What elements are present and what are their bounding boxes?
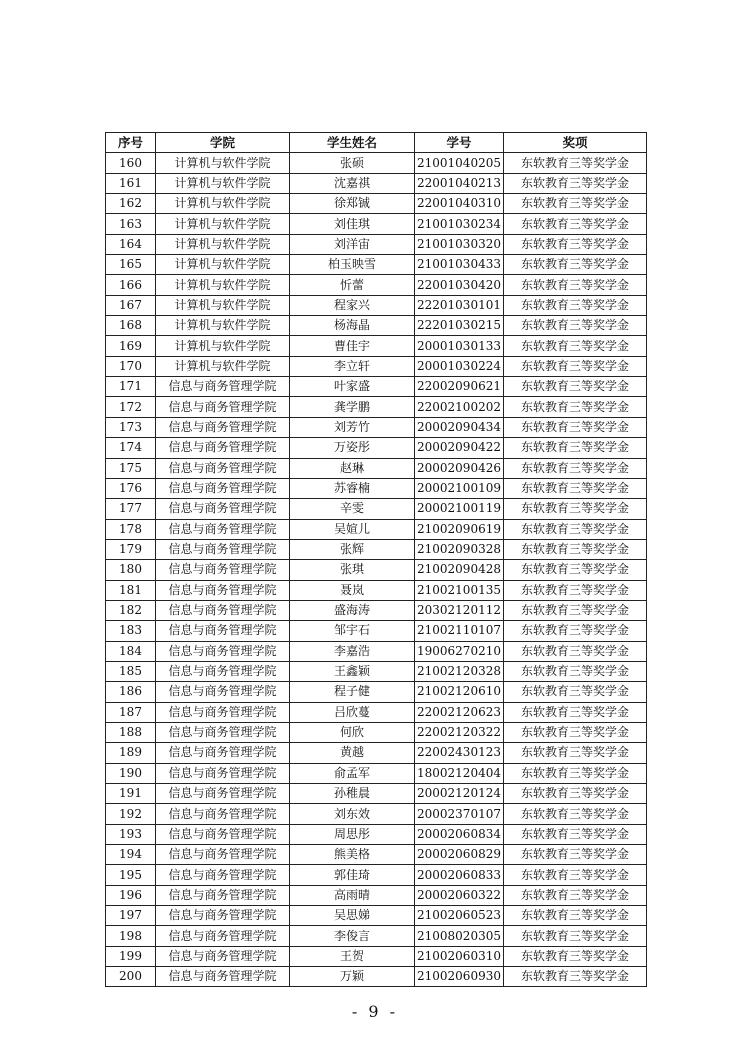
cell-student-id: 22002120623 xyxy=(415,702,504,722)
cell-student-id: 21002090428 xyxy=(415,560,504,580)
cell-serial-number: 162 xyxy=(106,194,156,214)
table-row xyxy=(106,804,647,824)
cell-serial-number: 167 xyxy=(106,295,156,315)
cell-serial-number: 175 xyxy=(106,458,156,478)
cell-serial-number: 192 xyxy=(106,804,156,824)
cell-student-name: 张硕 xyxy=(290,153,415,173)
cell-student-name: 徐郑铖 xyxy=(290,194,415,214)
table-row xyxy=(106,499,647,519)
cell-award: 东软教育三等奖学金 xyxy=(504,784,647,804)
cell-student-id: 21001040205 xyxy=(415,153,504,173)
cell-serial-number: 165 xyxy=(106,255,156,275)
cell-award: 东软教育三等奖学金 xyxy=(504,478,647,498)
table-row xyxy=(106,234,647,254)
cell-student-name: 忻蕾 xyxy=(290,275,415,295)
cell-college: 信息与商务管理学院 xyxy=(156,865,290,885)
cell-student-id: 22001040213 xyxy=(415,173,504,193)
cell-student-id: 21002090328 xyxy=(415,539,504,559)
page-number: - 9 - xyxy=(351,1002,399,1021)
cell-student-name: 刘芳竹 xyxy=(290,417,415,437)
cell-serial-number: 170 xyxy=(106,356,156,376)
table-row xyxy=(106,478,647,498)
table-row xyxy=(106,377,647,397)
cell-award: 东软教育三等奖学金 xyxy=(504,153,647,173)
cell-award: 东软教育三等奖学金 xyxy=(504,621,647,641)
cell-college: 信息与商务管理学院 xyxy=(156,458,290,478)
cell-serial-number: 184 xyxy=(106,641,156,661)
cell-student-id: 20002090426 xyxy=(415,458,504,478)
cell-serial-number: 199 xyxy=(106,946,156,966)
cell-award: 东软教育三等奖学金 xyxy=(504,845,647,865)
cell-college: 信息与商务管理学院 xyxy=(156,722,290,742)
cell-award: 东软教育三等奖学金 xyxy=(504,722,647,742)
cell-student-id: 22001040310 xyxy=(415,194,504,214)
cell-college: 信息与商务管理学院 xyxy=(156,784,290,804)
cell-award: 东软教育三等奖学金 xyxy=(504,255,647,275)
table-row xyxy=(106,316,647,336)
cell-student-id: 20002100109 xyxy=(415,478,504,498)
table-row xyxy=(106,539,647,559)
cell-college: 信息与商务管理学院 xyxy=(156,519,290,539)
cell-student-id: 21002090619 xyxy=(415,519,504,539)
cell-student-name: 王贺 xyxy=(290,946,415,966)
cell-student-name: 程家兴 xyxy=(290,295,415,315)
cell-student-name: 郭佳琦 xyxy=(290,865,415,885)
cell-serial-number: 189 xyxy=(106,743,156,763)
cell-student-name: 盛海涛 xyxy=(290,600,415,620)
scholarship-table xyxy=(105,132,647,987)
cell-student-id: 20002370107 xyxy=(415,804,504,824)
table-row xyxy=(106,519,647,539)
cell-serial-number: 183 xyxy=(106,621,156,641)
cell-serial-number: 168 xyxy=(106,316,156,336)
cell-student-name: 杨海晶 xyxy=(290,316,415,336)
header-student-id: 学号 xyxy=(415,133,504,153)
cell-student-id: 22002100202 xyxy=(415,397,504,417)
cell-college: 信息与商务管理学院 xyxy=(156,804,290,824)
cell-serial-number: 177 xyxy=(106,499,156,519)
cell-serial-number: 182 xyxy=(106,600,156,620)
table-row xyxy=(106,824,647,844)
cell-student-name: 邹宇石 xyxy=(290,621,415,641)
table-row xyxy=(106,438,647,458)
cell-college: 计算机与软件学院 xyxy=(156,295,290,315)
cell-student-id: 21002120328 xyxy=(415,661,504,681)
cell-award: 东软教育三等奖学金 xyxy=(504,377,647,397)
scholarship-list-sheet xyxy=(105,132,646,987)
cell-student-id: 20002120124 xyxy=(415,784,504,804)
cell-student-id: 20002060829 xyxy=(415,845,504,865)
cell-award: 东软教育三等奖学金 xyxy=(504,743,647,763)
cell-serial-number: 185 xyxy=(106,661,156,681)
cell-student-id: 20001030133 xyxy=(415,336,504,356)
cell-college: 信息与商务管理学院 xyxy=(156,600,290,620)
cell-college: 计算机与软件学院 xyxy=(156,153,290,173)
cell-student-name: 吴媗儿 xyxy=(290,519,415,539)
cell-college: 信息与商务管理学院 xyxy=(156,682,290,702)
cell-serial-number: 176 xyxy=(106,478,156,498)
cell-award: 东软教育三等奖学金 xyxy=(504,600,647,620)
cell-serial-number: 164 xyxy=(106,234,156,254)
table-row xyxy=(106,194,647,214)
cell-student-name: 刘东效 xyxy=(290,804,415,824)
cell-award: 东软教育三等奖学金 xyxy=(504,336,647,356)
cell-student-name: 李嘉浩 xyxy=(290,641,415,661)
cell-college: 信息与商务管理学院 xyxy=(156,478,290,498)
cell-student-id: 20001030224 xyxy=(415,356,504,376)
cell-serial-number: 160 xyxy=(106,153,156,173)
cell-serial-number: 181 xyxy=(106,580,156,600)
cell-award: 东软教育三等奖学金 xyxy=(504,356,647,376)
cell-student-id: 21002060310 xyxy=(415,946,504,966)
cell-student-id: 21002060930 xyxy=(415,967,504,987)
cell-award: 东软教育三等奖学金 xyxy=(504,316,647,336)
cell-student-name: 万姿彤 xyxy=(290,438,415,458)
table-row xyxy=(106,967,647,987)
cell-serial-number: 200 xyxy=(106,967,156,987)
cell-student-id: 20002100119 xyxy=(415,499,504,519)
cell-serial-number: 179 xyxy=(106,539,156,559)
cell-college: 计算机与软件学院 xyxy=(156,275,290,295)
cell-student-name: 刘洋宙 xyxy=(290,234,415,254)
cell-award: 东软教育三等奖学金 xyxy=(504,641,647,661)
cell-student-id: 21008020305 xyxy=(415,926,504,946)
cell-award: 东软教育三等奖学金 xyxy=(504,499,647,519)
header-award: 奖项 xyxy=(504,133,647,153)
cell-serial-number: 166 xyxy=(106,275,156,295)
cell-student-name: 万颖 xyxy=(290,967,415,987)
cell-award: 东软教育三等奖学金 xyxy=(504,214,647,234)
cell-student-id: 20002090422 xyxy=(415,438,504,458)
cell-serial-number: 194 xyxy=(106,845,156,865)
cell-award: 东软教育三等奖学金 xyxy=(504,438,647,458)
table-row xyxy=(106,763,647,783)
cell-college: 计算机与软件学院 xyxy=(156,214,290,234)
cell-award: 东软教育三等奖学金 xyxy=(504,865,647,885)
table-row xyxy=(106,926,647,946)
cell-student-name: 聂岚 xyxy=(290,580,415,600)
cell-award: 东软教育三等奖学金 xyxy=(504,519,647,539)
cell-student-id: 20002060833 xyxy=(415,865,504,885)
cell-student-name: 曹佳宇 xyxy=(290,336,415,356)
cell-serial-number: 178 xyxy=(106,519,156,539)
cell-college: 信息与商务管理学院 xyxy=(156,499,290,519)
cell-award: 东软教育三等奖学金 xyxy=(504,926,647,946)
cell-student-id: 22002090621 xyxy=(415,377,504,397)
table-row xyxy=(106,621,647,641)
cell-serial-number: 191 xyxy=(106,784,156,804)
cell-college: 信息与商务管理学院 xyxy=(156,417,290,437)
cell-student-id: 21002120610 xyxy=(415,682,504,702)
table-row xyxy=(106,417,647,437)
table-row xyxy=(106,641,647,661)
cell-college: 计算机与软件学院 xyxy=(156,336,290,356)
cell-award: 东软教育三等奖学金 xyxy=(504,234,647,254)
cell-college: 信息与商务管理学院 xyxy=(156,641,290,661)
cell-student-name: 苏睿楠 xyxy=(290,478,415,498)
cell-student-name: 龚学鹏 xyxy=(290,397,415,417)
cell-serial-number: 172 xyxy=(106,397,156,417)
cell-serial-number: 174 xyxy=(106,438,156,458)
table-row xyxy=(106,560,647,580)
cell-student-name: 孙稚晨 xyxy=(290,784,415,804)
cell-college: 计算机与软件学院 xyxy=(156,173,290,193)
cell-college: 信息与商务管理学院 xyxy=(156,438,290,458)
cell-award: 东软教育三等奖学金 xyxy=(504,967,647,987)
cell-serial-number: 163 xyxy=(106,214,156,234)
cell-student-name: 俞孟军 xyxy=(290,763,415,783)
cell-college: 计算机与软件学院 xyxy=(156,255,290,275)
cell-serial-number: 186 xyxy=(106,682,156,702)
cell-student-id: 21001030320 xyxy=(415,234,504,254)
cell-student-name: 辛雯 xyxy=(290,499,415,519)
cell-student-name: 李立轩 xyxy=(290,356,415,376)
cell-serial-number: 169 xyxy=(106,336,156,356)
cell-student-id: 21002110107 xyxy=(415,621,504,641)
cell-award: 东软教育三等奖学金 xyxy=(504,458,647,478)
cell-student-name: 程子健 xyxy=(290,682,415,702)
cell-student-name: 黄越 xyxy=(290,743,415,763)
cell-student-id: 20002090434 xyxy=(415,417,504,437)
cell-award: 东软教育三等奖学金 xyxy=(504,194,647,214)
cell-student-name: 沈嘉祺 xyxy=(290,173,415,193)
cell-college: 计算机与软件学院 xyxy=(156,316,290,336)
cell-college: 信息与商务管理学院 xyxy=(156,926,290,946)
cell-serial-number: 161 xyxy=(106,173,156,193)
cell-college: 计算机与软件学院 xyxy=(156,234,290,254)
cell-college: 信息与商务管理学院 xyxy=(156,763,290,783)
cell-student-name: 李俊言 xyxy=(290,926,415,946)
table-row xyxy=(106,580,647,600)
table-row xyxy=(106,295,647,315)
cell-award: 东软教育三等奖学金 xyxy=(504,295,647,315)
cell-student-name: 张琪 xyxy=(290,560,415,580)
cell-student-name: 叶家盛 xyxy=(290,377,415,397)
table-row xyxy=(106,845,647,865)
cell-student-name: 何欣 xyxy=(290,722,415,742)
cell-award: 东软教育三等奖学金 xyxy=(504,682,647,702)
cell-student-name: 刘佳琪 xyxy=(290,214,415,234)
cell-college: 信息与商务管理学院 xyxy=(156,967,290,987)
cell-award: 东软教育三等奖学金 xyxy=(504,885,647,905)
cell-college: 计算机与软件学院 xyxy=(156,356,290,376)
cell-serial-number: 180 xyxy=(106,560,156,580)
cell-serial-number: 188 xyxy=(106,722,156,742)
cell-award: 东软教育三等奖学金 xyxy=(504,824,647,844)
table-header-row xyxy=(106,133,647,153)
header-serial-number: 序号 xyxy=(106,133,156,153)
table-row xyxy=(106,682,647,702)
cell-college: 信息与商务管理学院 xyxy=(156,906,290,926)
cell-serial-number: 190 xyxy=(106,763,156,783)
cell-serial-number: 187 xyxy=(106,702,156,722)
table-row xyxy=(106,743,647,763)
cell-award: 东软教育三等奖学金 xyxy=(504,560,647,580)
table-row xyxy=(106,153,647,173)
cell-student-id: 22002120322 xyxy=(415,722,504,742)
header-college: 学院 xyxy=(156,133,290,153)
cell-student-id: 22001030420 xyxy=(415,275,504,295)
cell-award: 东软教育三等奖学金 xyxy=(504,275,647,295)
header-student-name: 学生姓名 xyxy=(290,133,415,153)
cell-award: 东软教育三等奖学金 xyxy=(504,906,647,926)
cell-college: 信息与商务管理学院 xyxy=(156,621,290,641)
cell-award: 东软教育三等奖学金 xyxy=(504,539,647,559)
cell-student-id: 22201030101 xyxy=(415,295,504,315)
cell-college: 信息与商务管理学院 xyxy=(156,946,290,966)
cell-student-name: 吕欣蔓 xyxy=(290,702,415,722)
table-row xyxy=(106,275,647,295)
table-row xyxy=(106,784,647,804)
cell-college: 信息与商务管理学院 xyxy=(156,661,290,681)
cell-award: 东软教育三等奖学金 xyxy=(504,580,647,600)
cell-student-id: 18002120404 xyxy=(415,763,504,783)
cell-student-name: 周思彤 xyxy=(290,824,415,844)
table-row xyxy=(106,397,647,417)
table-row xyxy=(106,865,647,885)
cell-student-name: 赵琳 xyxy=(290,458,415,478)
table-body xyxy=(106,153,647,987)
cell-student-id: 21002060523 xyxy=(415,906,504,926)
table-row xyxy=(106,885,647,905)
cell-student-name: 高雨晴 xyxy=(290,885,415,905)
cell-student-id: 20002060322 xyxy=(415,885,504,905)
cell-college: 信息与商务管理学院 xyxy=(156,580,290,600)
cell-college: 信息与商务管理学院 xyxy=(156,702,290,722)
cell-student-id: 20302120112 xyxy=(415,600,504,620)
cell-serial-number: 195 xyxy=(106,865,156,885)
table-row xyxy=(106,336,647,356)
cell-award: 东软教育三等奖学金 xyxy=(504,173,647,193)
cell-college: 信息与商务管理学院 xyxy=(156,560,290,580)
cell-award: 东软教育三等奖学金 xyxy=(504,397,647,417)
cell-serial-number: 198 xyxy=(106,926,156,946)
cell-student-id: 22002430123 xyxy=(415,743,504,763)
table-row xyxy=(106,702,647,722)
cell-college: 信息与商务管理学院 xyxy=(156,377,290,397)
cell-award: 东软教育三等奖学金 xyxy=(504,417,647,437)
cell-student-name: 王鑫颖 xyxy=(290,661,415,681)
cell-award: 东软教育三等奖学金 xyxy=(504,804,647,824)
cell-student-id: 19006270210 xyxy=(415,641,504,661)
cell-serial-number: 197 xyxy=(106,906,156,926)
cell-student-name: 吴思娣 xyxy=(290,906,415,926)
table-row xyxy=(106,722,647,742)
cell-college: 信息与商务管理学院 xyxy=(156,743,290,763)
cell-student-name: 张辉 xyxy=(290,539,415,559)
cell-college: 信息与商务管理学院 xyxy=(156,824,290,844)
cell-student-name: 熊美格 xyxy=(290,845,415,865)
cell-student-id: 21002100135 xyxy=(415,580,504,600)
table-row xyxy=(106,356,647,376)
cell-student-name: 柏玉映雪 xyxy=(290,255,415,275)
table-row xyxy=(106,173,647,193)
cell-student-id: 21001030234 xyxy=(415,214,504,234)
cell-college: 信息与商务管理学院 xyxy=(156,845,290,865)
cell-serial-number: 171 xyxy=(106,377,156,397)
table-row xyxy=(106,661,647,681)
table-row xyxy=(106,255,647,275)
cell-serial-number: 173 xyxy=(106,417,156,437)
table-row xyxy=(106,946,647,966)
table-row xyxy=(106,214,647,234)
table-row xyxy=(106,600,647,620)
table-row xyxy=(106,458,647,478)
cell-award: 东软教育三等奖学金 xyxy=(504,661,647,681)
cell-student-id: 22201030215 xyxy=(415,316,504,336)
cell-award: 东软教育三等奖学金 xyxy=(504,702,647,722)
cell-award: 东软教育三等奖学金 xyxy=(504,946,647,966)
cell-award: 东软教育三等奖学金 xyxy=(504,763,647,783)
cell-college: 信息与商务管理学院 xyxy=(156,539,290,559)
cell-college: 计算机与软件学院 xyxy=(156,194,290,214)
cell-college: 信息与商务管理学院 xyxy=(156,397,290,417)
cell-student-id: 21001030433 xyxy=(415,255,504,275)
cell-serial-number: 196 xyxy=(106,885,156,905)
cell-student-id: 20002060834 xyxy=(415,824,504,844)
cell-serial-number: 193 xyxy=(106,824,156,844)
table-row xyxy=(106,906,647,926)
cell-college: 信息与商务管理学院 xyxy=(156,885,290,905)
